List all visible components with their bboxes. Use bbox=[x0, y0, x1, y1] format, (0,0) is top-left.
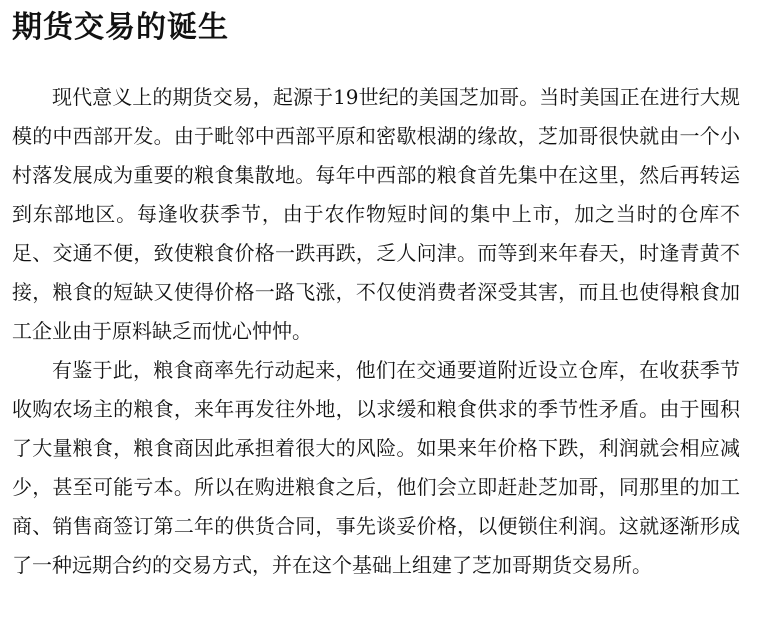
document-body bbox=[12, 78, 740, 585]
paragraph-origin: 现代意义上的期货交易，起源于19世纪的美国芝加哥。当时美国正在进行大规模的中西部开发。由于毗邻中西部平原和密歇根湖的缘故，芝加哥很快就由一个小村落发展成为重要的粮食集散地。每年中西部的粮食首先集中在这里，然后再转运到东部地区。每逢收获季节，由于农作物短时间的集中上市，加之当时的仓库不足、交通不便，致使粮食价格一跌再跌，乏人问津。而等到来年春天，时逢青黄不接，粮食的短缺又使得价格一路飞涨，不仅使消费者深受其害，而且也使得粮食加工企业由于原料缺乏而忧心忡忡。 bbox=[12, 85, 740, 343]
paragraph-development: 有鉴于此，粮食商率先行动起来，他们在交通要道附近设立仓库，在收获季节收购农场主的粮食，来年再发往外地，以求缓和粮食供求的季节性矛盾。由于囤积了大量粮食，粮食商因此承担着很大的风险。如果来年价格下跌，利润就会相应减少，甚至可能亏本。所以在购进粮食之后，他们会立即赶赴芝加哥，同那里的加工商、销售商签订第二年的供货合同，事先谈妥价格，以便锁住利润。这就逐渐形成了一种远期合约的交易方式，并在这个基础上组建了芝加哥期货交易所。 bbox=[12, 358, 740, 577]
document-title: 期货交易的诞生 bbox=[12, 10, 229, 45]
